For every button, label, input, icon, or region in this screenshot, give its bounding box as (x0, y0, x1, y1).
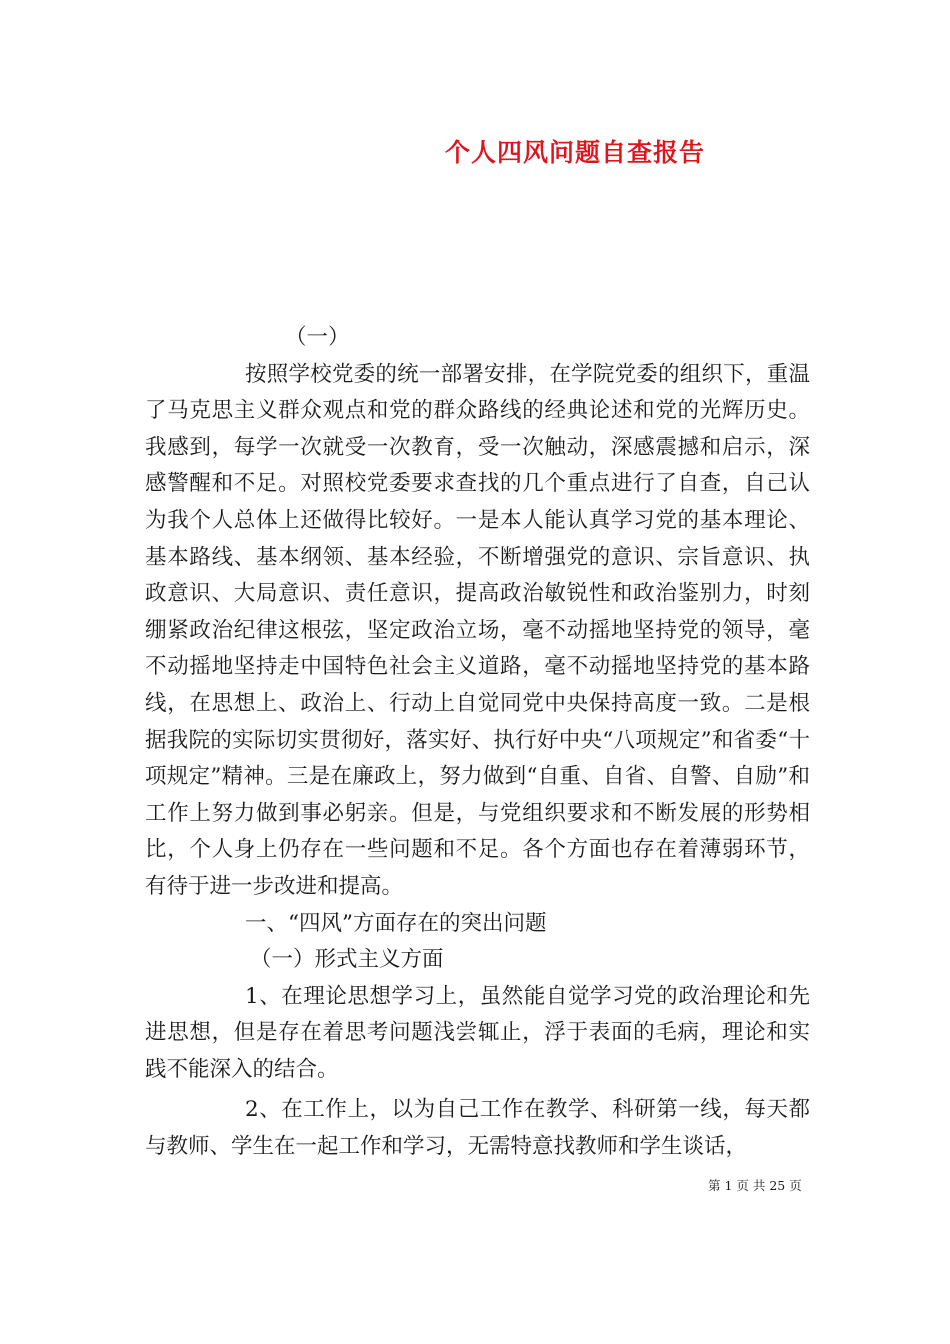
page-number: 第 1 页 共 25 页 (708, 1178, 802, 1193)
subsection-heading: （一）形式主义方面 (250, 947, 444, 973)
item-paragraph-2: 2、在工作上，以为自己工作在教学、科研第一线，每天都与教师、学生在一起工作和学习，无需特意找教师和学生谈话， (145, 1097, 810, 1160)
section-marker: （一） (285, 325, 350, 350)
intro-paragraph: 按照学校党委的统一部署安排，在学院党委的组织下，重温了马克思主义群众观点和党的群众路线的经典论述和党的光辉历史。我感到，每学一次就受一次教育，受一次触动，深感震撼和启示，深感警醒和不足。对照校党委要求查找的几个重点进行了自查，自己认为我个人总体上还做得比较好。一是本人能认真学习党的基本理论、基本路线、基本纲领、基本经验，不断增强党的意识、宗旨意识、执政意识、大局意识、责任意识，提高政治敏锐性和政治鉴别力，时刻绷紧政治纪律这根弦，坚定政治立场，毫不动摇地坚持党的领导，毫不动摇地坚持走中国特色社会主义道路，毫不动摇地坚持党的基本路线，在思想上、政治上、行动上自觉同党中央保持高度一致。二是根据我院的实际切实贯彻好，落实好、执行好中央“八项规定”和省委“十项规定”精神。三是在廉政上，努力做到“自重、自省、自警、自励”和工作上努力做到事必躬亲。但是，与党组织要求和不断发展的形势相比，个人身上仍存在一些问题和不足。各个方面也存在着薄弱环节，有待于进一步改进和提高。 (145, 361, 810, 899)
document-body (145, 320, 810, 1166)
item-paragraph-1: 1、在理论思想学习上，虽然能自觉学习党的政治理论和先进思想，但是存在着思考问题浅尝辄止，浮于表面的毛病，理论和实践不能深入的结合。 (145, 983, 810, 1082)
section-heading: 一、“四风”方面存在的突出问题 (245, 910, 547, 936)
document-title: 个人四风问题自查报告 (445, 138, 706, 167)
